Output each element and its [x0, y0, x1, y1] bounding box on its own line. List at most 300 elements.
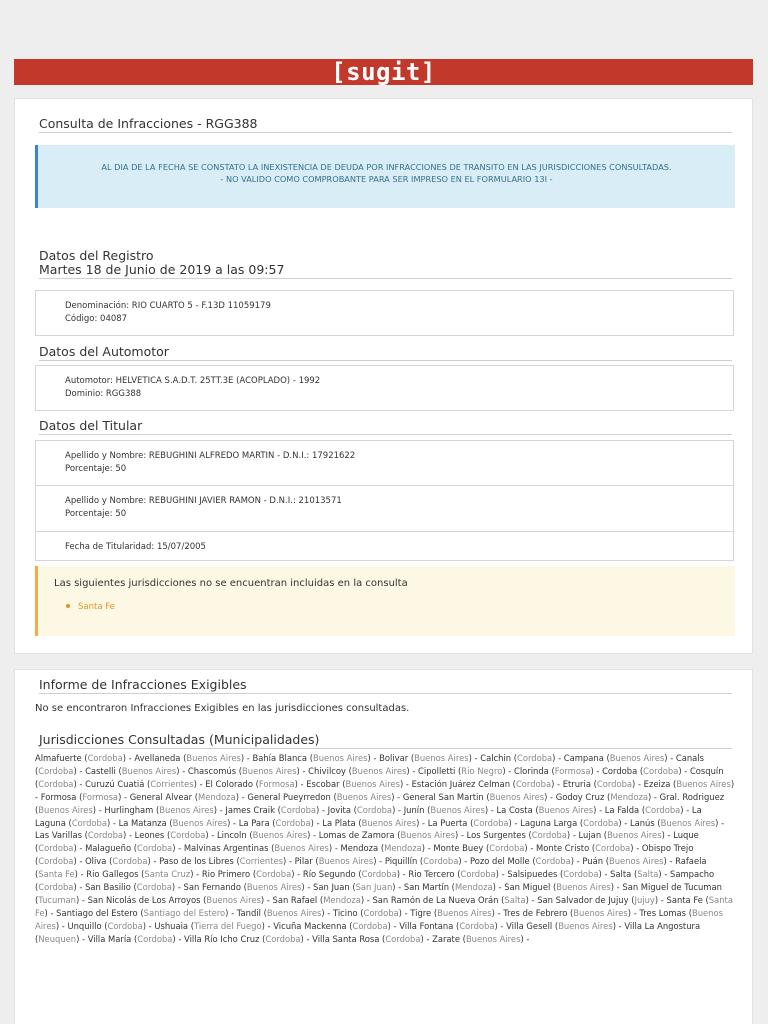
jurisdiccion-item: Puán (Buenos Aires) - [582, 856, 676, 867]
jurisdiccion-item: Tres de Febrero (Buenos Aires) - [503, 907, 640, 918]
jurisdiccion-name: Luque [673, 830, 699, 841]
jurisdiccion-item: Villa María (Cordoba) - [87, 933, 185, 944]
jurisdiccion-item: Bolivar (Buenos Aires) - [379, 753, 481, 763]
jurisdiccion-province: Santa Fe [35, 894, 733, 918]
jurisdicciones-list [35, 752, 735, 946]
jurisdiccion-province: Buenos Aires [246, 882, 302, 893]
titular-fecha-box [35, 531, 734, 561]
jurisdiccion-item: Avellaneda (Buenos Aires) - [134, 753, 253, 763]
jurisdiccion-name: Formosa [40, 791, 77, 802]
info-alert-line1: AL DIA DE LA FECHA SE CONSTATO LA INEXISTENCIA DE DEUDA POR INFRACCIONES DE TRANSITO EN LAS JURISDICCIONES CONSULTADAS. [101, 162, 672, 172]
jurisdiccion-item: San Juan (San Juan) - [313, 882, 404, 893]
jurisdiccion-province: Buenos Aires [35, 907, 723, 931]
jurisdiccion-name: Lujan [578, 830, 602, 841]
registro-title: Datos del Registro [39, 248, 154, 263]
jurisdiccion-item: Zarate (Buenos Aires) - [432, 933, 530, 944]
jurisdiccion-item: Villa Fontana (Cordoba) - [399, 920, 507, 931]
jurisdiccion-name: Vicuña Mackenna [273, 920, 347, 931]
jurisdiccion-item: Curuzú Cuatiá (Corrientes) - [85, 778, 206, 789]
jurisdiccion-item: Lanús (Buenos Aires) - [629, 817, 725, 828]
jurisdiccion-province: Buenos Aires [361, 817, 417, 828]
jurisdiccion-name: Almafuerte [35, 753, 82, 763]
jurisdiccion-province: Cordoba [38, 765, 74, 776]
jurisdiccion-item: Ezeiza (Buenos Aires) - [35, 778, 735, 802]
jurisdiccion-province: Buenos Aires [159, 804, 214, 815]
jurisdiccion-province: Cordoba [583, 817, 619, 828]
jurisdiccion-name: San Salvador de Jujuy [537, 894, 629, 905]
jurisdiccion-name: San Rafael [272, 894, 318, 905]
jurisdiccion-name: Rio Gallegos [86, 869, 139, 880]
sugit-logo[interactable]: [sugit] [331, 58, 436, 86]
jurisdiccion-name: Gral. Rodriguez [659, 791, 725, 802]
jurisdiccion-name: Campana [563, 753, 604, 763]
jurisdiccion-item: Lomas de Zamora (Buenos Aires) - [318, 830, 467, 841]
jurisdiccion-item: Santa Fe (Santa Fe) - [35, 894, 733, 918]
jurisdiccion-name: La Plata [322, 817, 356, 828]
consulta-title: Consulta de Infracciones - RGG388 [39, 116, 732, 133]
jurisdiccion-province: Rio Negro [461, 765, 503, 776]
jurisdiccion-province: Buenos Aires [318, 856, 374, 867]
jurisdiccion-name: San Juan [313, 882, 350, 893]
jurisdiccion-item: Cipolletti (Rio Negro) - [418, 765, 514, 776]
jurisdiccion-item: Chivilcoy (Buenos Aires) - [308, 765, 419, 776]
jurisdiccion-name: Chivilcoy [308, 765, 346, 776]
jurisdiccion-province: Cordoba [356, 804, 393, 815]
jurisdiccion-province: Cordoba [87, 830, 124, 841]
consulta-card [14, 98, 753, 654]
jurisdiccion-province: Cordoba [170, 830, 206, 841]
jurisdiccion-province: Cordoba [38, 843, 74, 854]
jurisdiccion-item: Lujan (Buenos Aires) - [578, 830, 674, 841]
jurisdiccion-item: San Rafael (Mendoza) - [272, 894, 373, 905]
jurisdiccion-province: San Juan [355, 882, 393, 893]
jurisdiccion-item: Luque (Cordoba) - [35, 830, 699, 854]
jurisdiccion-name: Cordoba [602, 765, 638, 776]
jurisdiccion-province: Tierra del Fuego [194, 920, 262, 931]
jurisdiccion-item: Tandil (Buenos Aires) - [236, 907, 333, 918]
jurisdiccion-item: Piquillín (Cordoba) - [384, 856, 470, 867]
jurisdiccion-item: Mendoza (Mendoza) - [340, 843, 434, 854]
registro-date: Martes 18 de Junio de 2019 a las 09:57 [39, 262, 285, 277]
jurisdiccion-name: Etruria [562, 778, 591, 789]
jurisdiccion-name: Tandil [236, 907, 261, 918]
jurisdiccion-item: Ushuaia (Tierra del Fuego) - [154, 920, 274, 931]
jurisdiccion-item: Santiago del Estero (Santiago del Estero) - [56, 907, 237, 918]
jurisdiccion-name: Rio Primero [201, 869, 251, 880]
jurisdiccion-item: El Colorado (Formosa) - [205, 778, 307, 789]
jurisdiccion-province: Tucuman [38, 894, 76, 905]
jurisdiccion-name: La Matanza [118, 817, 167, 828]
automotor-dominio: Dominio: RGG388 [65, 389, 142, 399]
jurisdiccion-name: Escobar [306, 778, 340, 789]
jurisdiccion-name: Lomas de Zamora [318, 830, 395, 841]
jurisdiccion-item: Las Varillas (Cordoba) - [35, 830, 135, 841]
jurisdiccion-item: Laguna Larga (Cordoba) - [520, 817, 630, 828]
jurisdiccion-name: Zarate [432, 933, 460, 944]
jurisdiccion-name: Avellaneda [134, 753, 181, 763]
jurisdiccion-name: Villa María [87, 933, 132, 944]
jurisdiccion-province: Cordoba [643, 765, 679, 776]
jurisdiccion-province: Cordoba [531, 830, 567, 841]
jurisdiccion-name: Mendoza [340, 843, 379, 854]
jurisdiccion-item: San Miguel de Tucuman (Tucuman) - [35, 882, 722, 905]
jurisdiccion-province: Buenos Aires [609, 753, 665, 763]
jurisdiccion-item: Rio Gallegos (Santa Cruz) - [86, 869, 202, 880]
jurisdiccion-name: Las Varillas [35, 830, 82, 841]
jurisdiccion-item: Rio Tercero (Cordoba) - [408, 869, 508, 880]
jurisdiccion-name: Rafaela [675, 856, 707, 867]
jurisdiccion-item: Formosa (Formosa) - [40, 791, 130, 802]
jurisdiccion-name: Canals [675, 753, 705, 763]
jurisdiccion-name: Salsipuedes [507, 869, 558, 880]
jurisdiccion-province: Cordoba [256, 869, 292, 880]
titular-2-pct: Porcentaje: 50 [65, 509, 127, 519]
jurisdiccion-province: Buenos Aires [489, 791, 545, 802]
jurisdiccion-item: Rafaela (Santa Fe) - [35, 856, 707, 880]
jurisdiccion-item: San Ramón de La Nueva Orán (Salta) - [372, 894, 538, 905]
jurisdiccion-item: Campana (Buenos Aires) - [563, 753, 676, 763]
jurisdiccion-name: Pilar [294, 856, 313, 867]
jurisdiccion-item: Castelli (Buenos Aires) - [85, 765, 188, 776]
warning-alert [35, 566, 735, 636]
jurisdiccion-item: Clorinda (Formosa) - [513, 765, 603, 776]
jurisdiccion-name: Santa Fe [666, 894, 703, 905]
jurisdiccion-name: Cipolletti [418, 765, 456, 776]
jurisdiccion-item: La Matanza (Buenos Aires) - [118, 817, 239, 828]
top-bar [14, 59, 753, 85]
jurisdiccion-province: Jujuy [634, 894, 655, 905]
jurisdiccion-item: San Basilio (Cordoba) - [85, 882, 184, 893]
jurisdiccion-province: Mendoza [454, 882, 493, 893]
jurisdiccion-item: Estación Juárez Celman (Cordoba) - [411, 778, 563, 789]
jurisdiccion-province: Buenos Aires [414, 753, 469, 763]
jurisdiccion-name: Monte Buey [433, 843, 484, 854]
jurisdiccion-name: General Pueyrredon [247, 791, 331, 802]
jurisdiccion-name: Villa La Angostura [624, 920, 701, 931]
automotor-box [35, 365, 734, 411]
jurisdiccion-province: Cordoba [112, 856, 148, 867]
jurisdiccion-name: Villa Gesell [506, 920, 553, 931]
jurisdiccion-item: General San Martin (Buenos Aires) - [402, 791, 556, 802]
jurisdiccion-item: Río Segundo (Cordoba) - [302, 869, 409, 880]
jurisdiccion-province: Cordoba [265, 933, 301, 944]
jurisdiccion-province: Corrientes [150, 778, 194, 789]
jurisdiccion-item: San Fernando (Buenos Aires) - [183, 882, 314, 893]
jurisdiccion-name: Junín [403, 804, 425, 815]
automotor-title: Datos del Automotor [39, 344, 732, 361]
jurisdiccion-province: Cordoba [363, 907, 399, 918]
jurisdiccion-name: Jovita [327, 804, 351, 815]
jurisdiccion-name: Chascomús [187, 765, 237, 776]
jurisdiccion-province: Cordoba [515, 778, 552, 789]
jurisdiccion-province: Formosa [258, 778, 295, 789]
jurisdiccion-province: Cordoba [352, 920, 388, 931]
jurisdiccion-name: San Miguel de Tucuman [622, 882, 722, 893]
registro-denominacion: Denominación: RIO CUARTO 5 - F.13D 11059179 [65, 301, 271, 311]
jurisdiccion-province: Santa Fe [38, 869, 75, 880]
jurisdiccion-name: San Nicolás de Los Arroyos [87, 894, 201, 905]
jurisdiccion-province: Buenos Aires [186, 753, 241, 763]
jurisdiccion-province: Cordoba [423, 856, 459, 867]
titular-title: Datos del Titular [39, 418, 732, 435]
jurisdiccion-item: Villa Río Icho Cruz (Cordoba) - [184, 933, 313, 944]
jurisdiccion-item: James Craik (Cordoba) - [225, 804, 328, 815]
jurisdiccion-province: Buenos Aires [608, 856, 664, 867]
jurisdiccion-name: Cosquín [689, 765, 724, 776]
jurisdiccion-province: Neuquen [38, 933, 77, 944]
jurisdiccion-item: Villa Gesell (Buenos Aires) - [506, 920, 625, 931]
jurisdiccion-name: Oliva [85, 856, 107, 867]
jurisdiccion-item: Ticino (Cordoba) - [333, 907, 411, 918]
jurisdiccion-province: Cordoba [595, 843, 631, 854]
jurisdiccion-item: Leones (Cordoba) - [134, 830, 218, 841]
jurisdiccion-name: Estación Juárez Celman [411, 778, 510, 789]
jurisdiccion-province: Cordoba [563, 869, 599, 880]
jurisdiccion-name: Leones [134, 830, 165, 841]
jurisdiccion-province: Buenos Aires [573, 907, 628, 918]
jurisdiccion-item: Cordoba (Cordoba) - [602, 765, 690, 776]
jurisdiccion-item: Pilar (Buenos Aires) - [294, 856, 385, 867]
jurisdiccion-name: La Laguna [35, 804, 702, 828]
jurisdiccion-name: Villa Río Icho Cruz [184, 933, 260, 944]
jurisdiccion-item: Pozo del Molle (Cordoba) - [469, 856, 583, 867]
jurisdiccion-item: General Pueyrredon (Buenos Aires) - [247, 791, 403, 802]
jurisdiccion-item: Calchin (Cordoba) - [480, 753, 564, 763]
jurisdiccion-item: Paso de los Libres (Corrientes) - [159, 856, 295, 867]
jurisdiccion-province: Cordoba [361, 869, 397, 880]
jurisdiccion-province: Cordoba [107, 920, 143, 931]
jurisdiccion-province: Corrientes [239, 856, 284, 867]
jurisdiccion-province: Cordoba [385, 933, 421, 944]
jurisdiccion-province: Buenos Aires [556, 882, 611, 893]
jurisdiccion-province: Cordoba [459, 920, 495, 931]
jurisdiccion-province: Buenos Aires [660, 817, 716, 828]
jurisdiccion-item: Malagueño (Cordoba) - [85, 843, 184, 854]
jurisdiccion-item: Unquillo (Cordoba) - [67, 920, 155, 931]
warning-text: Las siguientes jurisdicciones no se encuentran incluidas en la consulta [54, 578, 408, 589]
jurisdiccion-item: Almafuerte (Cordoba) - [35, 753, 135, 763]
jurisdiccion-province: Buenos Aires [266, 907, 322, 918]
jurisdiccion-province: Santa Cruz [144, 869, 191, 880]
jurisdiccion-name: Lincoln [217, 830, 247, 841]
jurisdiccion-name: Ticino [333, 907, 358, 918]
jurisdiccion-name: San Ramón de La Nueva Orán [372, 894, 499, 905]
jurisdiccion-name: Godoy Cruz [555, 791, 605, 802]
jurisdiccion-province: Cordoba [645, 804, 681, 815]
jurisdiccion-province: Cordoba [517, 753, 553, 763]
jurisdiccion-province: Cordoba [489, 843, 525, 854]
jurisdiccion-item: Oliva (Cordoba) - [85, 856, 160, 867]
titular-box-1 [35, 440, 734, 486]
jurisdiccion-province: Mendoza [610, 791, 648, 802]
jurisdiccion-province: Cordoba [137, 933, 173, 944]
jurisdiccion-item: Chascomús (Buenos Aires) - [187, 765, 309, 776]
jurisdiccion-name: San Fernando [183, 882, 241, 893]
jurisdiccion-province: Salta [637, 869, 659, 880]
jurisdiccion-item: Villa Santa Rosa (Cordoba) - [312, 933, 433, 944]
jurisdiccion-province: Salta [504, 894, 526, 905]
jurisdiccion-name: San Miguel [504, 882, 551, 893]
jurisdiccion-province: Cordoba [535, 856, 571, 867]
jurisdiccion-province: Mendoza [384, 843, 422, 854]
jurisdiccion-item: Bahía Blanca (Buenos Aires) - [252, 753, 380, 763]
jurisdiccion-name: Santiago del Estero [56, 907, 138, 918]
jurisdiccion-name: Puán [582, 856, 604, 867]
jurisdiccion-name: Río Segundo [302, 869, 356, 880]
jurisdiccion-name: San Martín [403, 882, 450, 893]
jurisdiccion-item: Godoy Cruz (Mendoza) - [555, 791, 660, 802]
jurisdiccion-name: Laguna Larga [520, 817, 578, 828]
jurisdiccion-province: Cordoba [137, 843, 173, 854]
jurisdiccion-province: Buenos Aires [252, 830, 308, 841]
info-alert [35, 145, 735, 208]
jurisdiccion-province: Formosa [554, 765, 591, 776]
jurisdiccion-province: Cordoba [38, 856, 74, 867]
jurisdiccion-item: Junín (Buenos Aires) - [403, 804, 497, 815]
automotor-desc: Automotor: HELVETICA S.A.D.T. 25TT.3E (ACOPLADO) - 1992 [65, 376, 321, 386]
jurisdiccion-item: Canals (Cordoba) - [35, 753, 705, 776]
jurisdiccion-province: Buenos Aires [312, 753, 368, 763]
jurisdiccion-item: Tres Lomas (Buenos Aires) - [35, 907, 723, 931]
jurisdiccion-item: Etruria (Cordoba) - [562, 778, 644, 789]
jurisdicciones-title: Jurisdicciones Consultadas (Municipalidades) [39, 732, 732, 749]
jurisdiccion-province: Buenos Aires [351, 765, 407, 776]
jurisdiccion-item: La Plata (Buenos Aires) - [322, 817, 428, 828]
jurisdiccion-province: Cordoba [460, 869, 496, 880]
jurisdiccion-name: Unquillo [67, 920, 102, 931]
jurisdiccion-name: Tres de Febrero [503, 907, 568, 918]
jurisdiccion-name: Malvinas Argentinas [183, 843, 269, 854]
jurisdiccion-item: Salta (Salta) - [610, 869, 671, 880]
jurisdiccion-name: Rio Tercero [408, 869, 455, 880]
jurisdiccion-province: Buenos Aires [607, 830, 662, 841]
titular-fecha: Fecha de Titularidad: 15/07/2005 [65, 542, 206, 552]
bullet-icon [66, 604, 70, 608]
jurisdiccion-province: Buenos Aires [242, 765, 297, 776]
jurisdiccion-item: Malvinas Argentinas (Buenos Aires) - [183, 843, 341, 854]
jurisdiccion-province: Mendoza [198, 791, 236, 802]
jurisdiccion-province: Buenos Aires [430, 804, 485, 815]
titular-box-2 [35, 485, 734, 532]
jurisdiccion-province: Buenos Aires [206, 894, 261, 905]
warning-item-santa-fe: Santa Fe [78, 602, 115, 612]
jurisdiccion-name: La Para [238, 817, 270, 828]
jurisdiccion-name: Tigre [410, 907, 432, 918]
jurisdiccion-province: Cordoba [280, 804, 317, 815]
jurisdiccion-province: Buenos Aires [465, 933, 521, 944]
jurisdiccion-item: La Costa (Buenos Aires) - [496, 804, 605, 815]
jurisdiccion-name: El Colorado [205, 778, 253, 789]
jurisdiccion-item: Villa La Angostura (Neuquen) - [35, 920, 701, 944]
jurisdiccion-province: Cordoba [473, 817, 509, 828]
jurisdiccion-name: Obispo Trejo [641, 843, 694, 854]
jurisdiccion-province: Mendoza [323, 894, 361, 905]
jurisdiccion-item: Hurlingham (Buenos Aires) - [104, 804, 226, 815]
informe-no-result: No se encontraron Infracciones Exigibles en las jurisdicciones consultadas. [35, 703, 410, 714]
titular-2-name: Apellido y Nombre: REBUGHINI JAVIER RAMON - D.N.I.: 21013571 [65, 496, 342, 506]
jurisdiccion-item: La Falda (Cordoba) - [604, 804, 692, 815]
jurisdiccion-name: Monte Cristo [536, 843, 590, 854]
jurisdiccion-name: Bahía Blanca [252, 753, 308, 763]
jurisdiccion-province: Cordoba [136, 882, 172, 893]
jurisdiccion-name: La Puerta [427, 817, 468, 828]
jurisdiccion-name: San Basilio [85, 882, 131, 893]
jurisdiccion-province: Buenos Aires [558, 920, 613, 931]
jurisdiccion-name: Lanús [629, 817, 655, 828]
jurisdiccion-item: Los Surgentes (Cordoba) - [466, 830, 579, 841]
info-alert-line2: - NO VALIDO COMO COMPROBANTE PARA SER IMPRESO EN EL FORMULARIO 13I - [220, 174, 553, 184]
jurisdiccion-item: Cosquín (Cordoba) - [35, 765, 724, 789]
jurisdiccion-item: Monte Cristo (Cordoba) - [536, 843, 642, 854]
jurisdiccion-item: Rio Primero (Cordoba) - [201, 869, 303, 880]
jurisdiccion-name: Paso de los Libres [159, 856, 234, 867]
jurisdiccion-item: San Nicolás de Los Arroyos (Buenos Aires) - [87, 894, 273, 905]
jurisdiccion-item: Jovita (Cordoba) - [327, 804, 404, 815]
jurisdiccion-province: Cordoba [38, 882, 74, 893]
jurisdiccion-province: Cordoba [38, 778, 74, 789]
jurisdiccion-province: Buenos Aires [538, 804, 594, 815]
informe-card [14, 669, 753, 1024]
jurisdiccion-name: Clorinda [513, 765, 549, 776]
jurisdiccion-item: Obispo Trejo (Cordoba) - [35, 843, 694, 867]
jurisdiccion-name: Los Surgentes [466, 830, 526, 841]
titular-1-pct: Porcentaje: 50 [65, 464, 127, 474]
jurisdiccion-name: Hurlingham [104, 804, 154, 815]
jurisdiccion-item: Gral. Rodriguez (Buenos Aires) - [35, 791, 725, 815]
jurisdiccion-name: James Craik [225, 804, 275, 815]
jurisdiccion-name: Villa Santa Rosa [312, 933, 380, 944]
jurisdiccion-item: Lincoln (Buenos Aires) - [217, 830, 319, 841]
titular-1-name: Apellido y Nombre: REBUGHINI ALFREDO MARTIN - D.N.I.: 17921622 [65, 451, 356, 461]
jurisdiccion-name: Malagueño [85, 843, 132, 854]
jurisdiccion-province: Santiago del Estero [143, 907, 226, 918]
jurisdiccion-item: Monte Buey (Cordoba) - [433, 843, 537, 854]
jurisdiccion-item: La Para (Cordoba) - [238, 817, 323, 828]
jurisdiccion-name: Bolivar [379, 753, 409, 763]
jurisdiccion-name: Pozo del Molle [469, 856, 530, 867]
jurisdiccion-name: La Falda [604, 804, 640, 815]
jurisdiccion-name: Piquillín [384, 856, 418, 867]
jurisdiccion-item: San Miguel (Buenos Aires) - [504, 882, 623, 893]
jurisdiccion-item: General Alvear (Mendoza) - [129, 791, 248, 802]
jurisdiccion-name: Ezeiza [643, 778, 671, 789]
jurisdiccion-name: General San Martin [402, 791, 484, 802]
jurisdiccion-item: San Martín (Mendoza) - [403, 882, 505, 893]
jurisdiccion-item: La Puerta (Cordoba) - [427, 817, 521, 828]
jurisdiccion-province: Formosa [82, 791, 119, 802]
jurisdiccion-province: Buenos Aires [676, 778, 731, 789]
jurisdiccion-name: Castelli [85, 765, 116, 776]
jurisdiccion-name: Curuzú Cuatiá [85, 778, 145, 789]
informe-title: Informe de Infracciones Exigibles [39, 677, 732, 694]
jurisdiccion-province: Buenos Aires [172, 817, 228, 828]
jurisdiccion-province: Buenos Aires [336, 791, 392, 802]
jurisdiccion-province: Buenos Aires [345, 778, 400, 789]
jurisdiccion-item: Tigre (Buenos Aires) - [410, 907, 504, 918]
jurisdiccion-province: Buenos Aires [400, 830, 456, 841]
jurisdiccion-province: Cordoba [596, 778, 633, 789]
jurisdiccion-name: Calchin [480, 753, 512, 763]
jurisdiccion-name: Ushuaia [154, 920, 189, 931]
registro-codigo: Código: 04087 [65, 314, 128, 324]
registro-box [35, 290, 734, 336]
jurisdiccion-name: Tres Lomas [639, 907, 687, 918]
jurisdiccion-item: San Salvador de Jujuy (Jujuy) - [537, 894, 667, 905]
jurisdiccion-name: Salta [610, 869, 632, 880]
jurisdiccion-item: Escobar (Buenos Aires) - [306, 778, 412, 789]
jurisdiccion-province: Cordoba [275, 817, 311, 828]
jurisdiccion-item: Salsipuedes (Cordoba) - [507, 869, 611, 880]
